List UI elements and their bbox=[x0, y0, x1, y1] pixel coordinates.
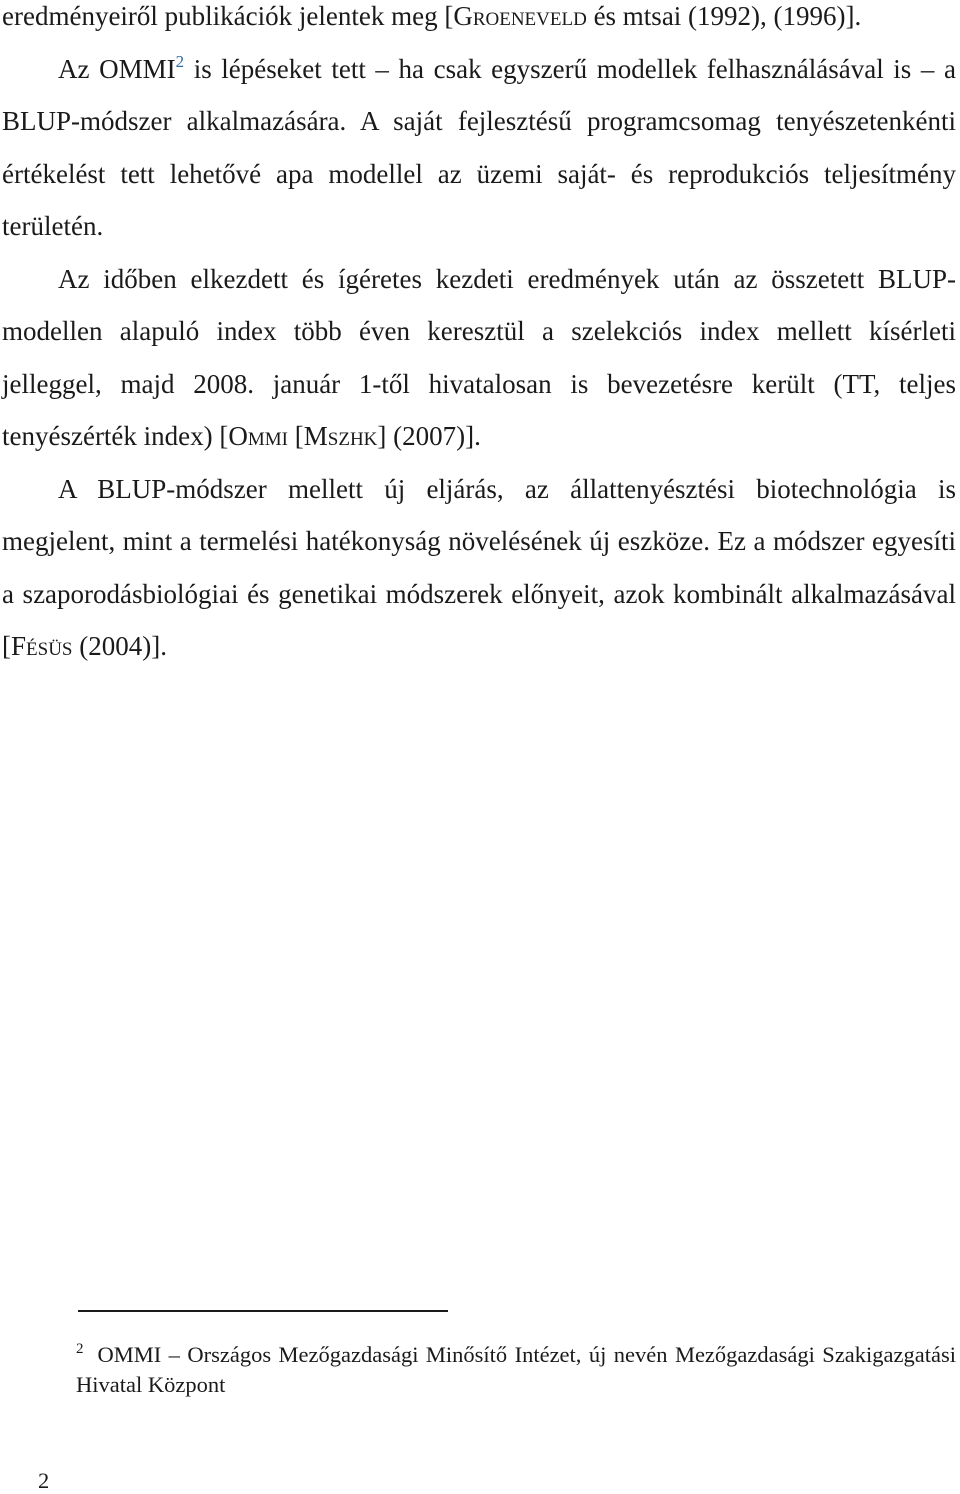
paragraph-3-text: Az időben elkezdett és ígéretes kezdeti eredmények után az összetett BLUP-modellen alapuló index több éven keresztül a szelekciós index mellett kísérleti jelleggel, majd 2008. január 1-től hivatalosan is bevezetésre került (TT, teljes tenyészérték index) [ bbox=[2, 263, 956, 451]
citation-ommi: Ommi bbox=[228, 421, 289, 451]
paragraph-4-text: A BLUP-módszer mellett új eljárás, az állattenyésztési biotechnológia is megjelent, mint a termelési hatékonyság növelésének új eszköze. Ez a módszer egyesíti a szaporodásbiológiai és genetikai módszerek előnyeit, azok kombinált alkalmazásával [ bbox=[2, 473, 956, 661]
paragraph-3-text-mid: [ bbox=[288, 421, 304, 451]
paragraph-1-text: eredményeiről publikációk jelentek meg [ bbox=[2, 1, 454, 31]
footnote-text: OMMI – Országos Mezőgazdasági Minősítő Intézet, új nevén Mezőgazdasági Szakigazgatási Hivatal Központ bbox=[76, 1342, 956, 1397]
footnote-separator bbox=[78, 1310, 448, 1312]
footnote-reference[interactable]: 2 bbox=[175, 51, 185, 71]
paragraph-1 bbox=[2, 0, 956, 43]
paragraph-4 bbox=[2, 463, 956, 673]
citation-groeneveld: Groeneveld bbox=[453, 1, 587, 31]
footnote-number: 2 bbox=[76, 1341, 84, 1357]
paragraph-2 bbox=[2, 43, 956, 253]
paragraph-2-text: Az OMMI bbox=[58, 53, 176, 84]
paragraph-1-text-end: és mtsai (1992), (1996)]. bbox=[586, 1, 862, 31]
page-number: 2 bbox=[38, 1468, 50, 1493]
paragraph-3 bbox=[2, 253, 956, 463]
footnote-paragraph bbox=[76, 1340, 956, 1400]
citation-mszhk: Mszhk bbox=[303, 421, 378, 451]
body-text bbox=[2, 0, 956, 673]
paragraph-3-text-end: ] (2007)]. bbox=[377, 421, 481, 451]
paragraph-4-text-end: (2004)]. bbox=[72, 631, 167, 661]
citation-fesus: Fésüs bbox=[11, 631, 73, 661]
footnote bbox=[76, 1340, 956, 1400]
paragraph-2-text-end: is lépéseket tett – ha csak egyszerű modellek felhasználásával is – a BLUP-módszer alkalmazására. A saját fejlesztésű programcsomag tenyészetenkénti értékelést tett lehetővé apa modellel az üzemi saját- és reprodukciós teljesítmény területén. bbox=[2, 53, 956, 241]
